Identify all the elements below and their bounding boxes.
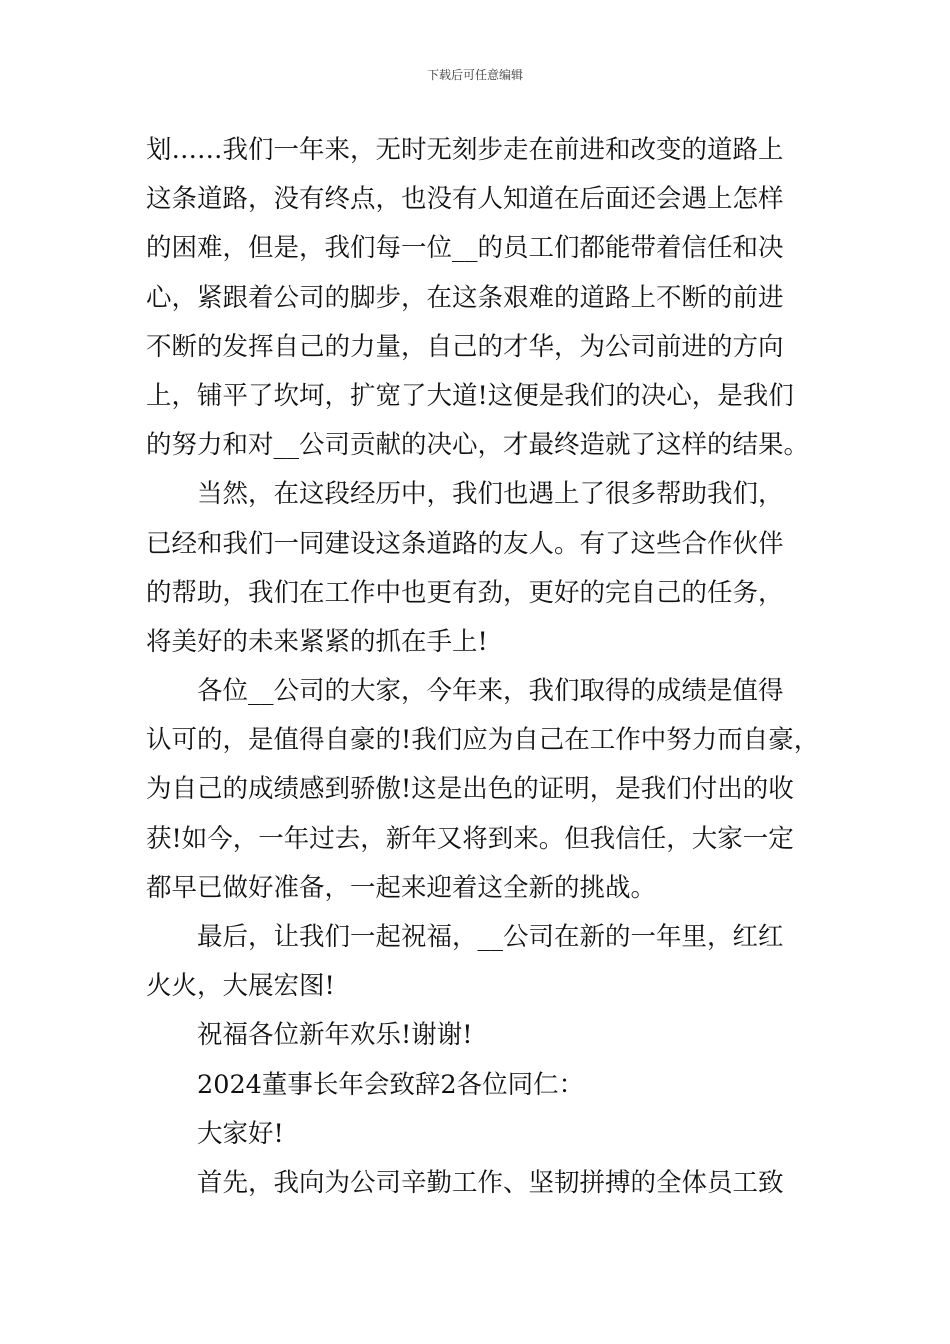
paragraph-start-line: 祝福各位新年欢乐!谢谢! xyxy=(197,1020,473,1051)
paragraph-start-line: 最后，让我们一起祝福，__公司在新的一年里，红红 xyxy=(197,922,784,952)
text-line: 的困难，但是，我们每一位__的员工们都能带着信任和决 xyxy=(146,233,784,264)
page-header-note: 下载后可任意编辑 xyxy=(426,68,523,82)
speech-title-line: 2024董事长年会致辞2各位同仁： xyxy=(197,1069,585,1100)
paragraph-start-line: 当然，在这段经历中，我们也遇上了很多帮助我们， xyxy=(197,479,784,510)
document-body xyxy=(146,126,820,1208)
text-line: 已经和我们一同建设这条道路的友人。有了这些合作伙伴 xyxy=(146,528,784,559)
text-line: 获!如今，一年过去，新年又将到来。但我信任，大家一定 xyxy=(146,823,794,854)
text-line: 都早已做好准备，一起来迎着这全新的挑战。 xyxy=(146,872,657,903)
text-line: 心，紧跟着公司的脚步，在这条艰难的道路上不断的前进 xyxy=(146,282,784,313)
text-line: 的努力和对__公司贡献的决心，才最终造就了这样的结果。 xyxy=(146,430,810,461)
text-line: 为自己的成绩感到骄傲!这是出色的证明，是我们付出的收 xyxy=(146,774,794,805)
text-line: 上，铺平了坎坷，扩宽了大道!这便是我们的决心，是我们 xyxy=(146,380,794,411)
text-line: 的帮助，我们在工作中也更有劲，更好的完自己的任务， xyxy=(146,577,784,608)
text-line: 认可的，是值得自豪的!我们应为自己在工作中努力而自豪， xyxy=(146,725,820,756)
paragraph-start-line: 首先，我向为公司辛勤工作、坚韧拼搏的全体员工致 xyxy=(197,1167,784,1198)
text-line: 划……我们一年来，无时无刻步走在前进和改变的道路上 xyxy=(146,135,784,165)
text-line: 不断的发挥自己的力量，自己的才华，为公司前进的方向 xyxy=(146,331,784,362)
paragraph-start-line: 各位__公司的大家，今年来，我们取得的成绩是值得 xyxy=(197,676,784,707)
text-line: 将美好的未来紧紧的抓在手上! xyxy=(146,626,488,657)
greeting-line: 大家好! xyxy=(197,1118,284,1149)
text-line: 火火，大展宏图! xyxy=(146,971,335,1002)
text-line: 这条道路，没有终点，也没有人知道在后面还会遇上怎样 xyxy=(146,184,784,215)
